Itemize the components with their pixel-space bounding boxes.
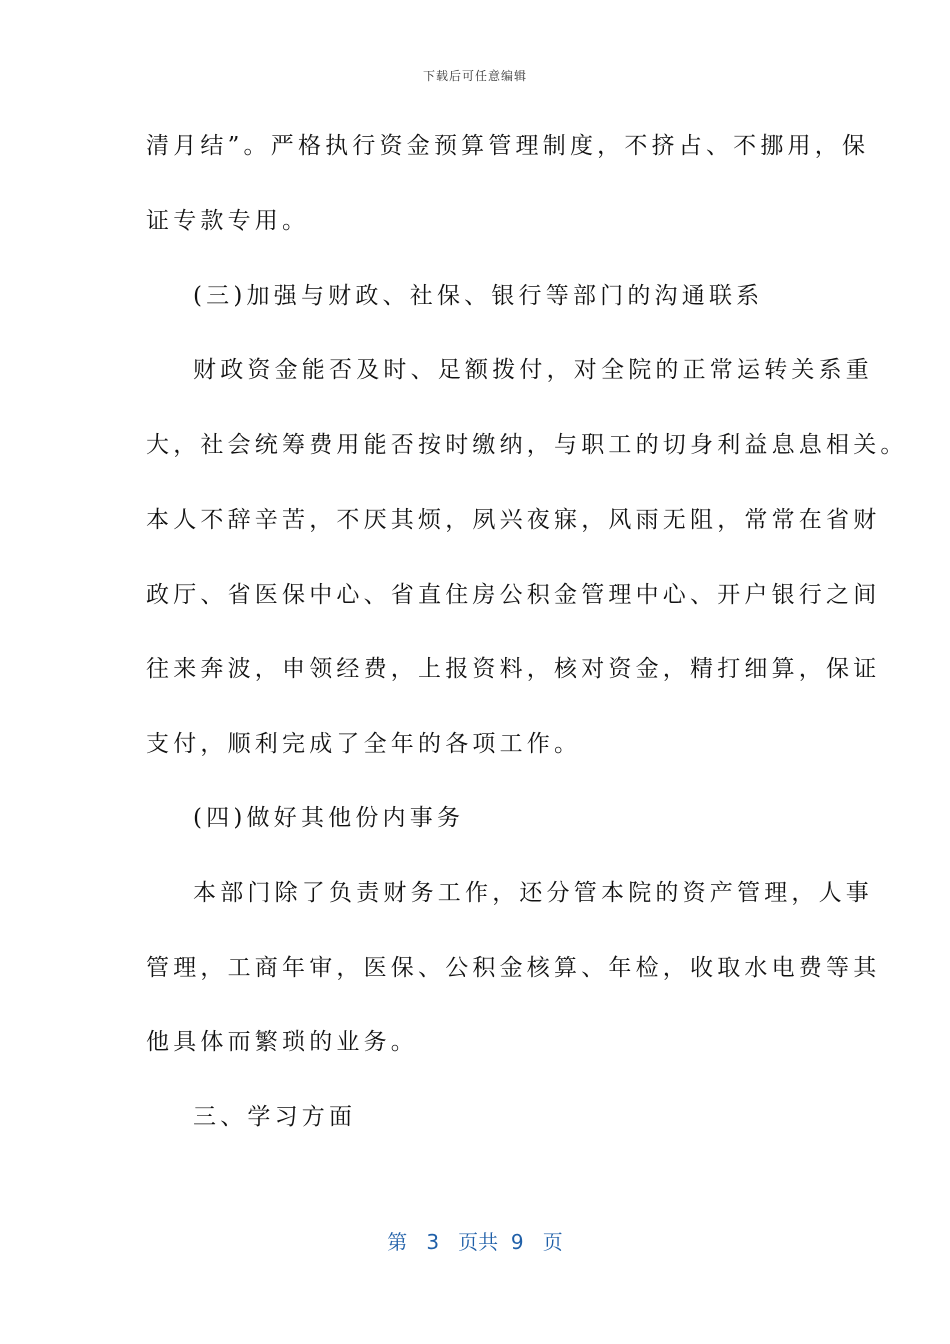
body-line: 支付，顺利完成了全年的各项工作。 — [146, 731, 582, 757]
body-line: 证专款专用。 — [146, 208, 310, 234]
body-line: 往来奔波，申领经费，上报资料，核对资金，精打细算，保证 — [146, 656, 881, 682]
section-heading: 三、学习方面 — [193, 1104, 357, 1130]
current-page-number: 3 — [426, 1230, 440, 1254]
total-pages-number: 9 — [510, 1230, 524, 1254]
body-line: 大，社会统筹费用能否按时缴纳，与职工的切身利益息息相关。 — [146, 432, 908, 458]
body-line: 本人不辞辛苦，不厌其烦，夙兴夜寐，风雨无阻，常常在省财 — [146, 507, 881, 533]
body-line: 清月结”。严格执行资金预算管理制度，不挤占、不挪用，保 — [146, 133, 870, 159]
header-note: 下载后可任意编辑 — [422, 69, 527, 83]
body-line: 管理，工商年审，医保、公积金核算、年检，收取水电费等其 — [146, 955, 881, 981]
section-heading: (四)做好其他份内事务 — [193, 805, 465, 831]
body-line: 政厅、省医保中心、省直住房公积金管理中心、开户银行之间 — [146, 582, 881, 608]
footer-suffix: 页 — [542, 1230, 563, 1254]
body-line: 本部门除了负责财务工作，还分管本院的资产管理，人事 — [193, 880, 873, 906]
section-heading: (三)加强与财政、社保、银行等部门的沟通联系 — [193, 283, 764, 309]
page-footer — [0, 1226, 950, 1255]
body-line: 财政资金能否及时、足额拨付，对全院的正常运转关系重 — [193, 357, 873, 383]
footer-prefix: 第 — [387, 1230, 408, 1254]
body-line: 他具体而繁琐的业务。 — [146, 1029, 418, 1055]
footer-middle: 页共 — [458, 1230, 499, 1254]
